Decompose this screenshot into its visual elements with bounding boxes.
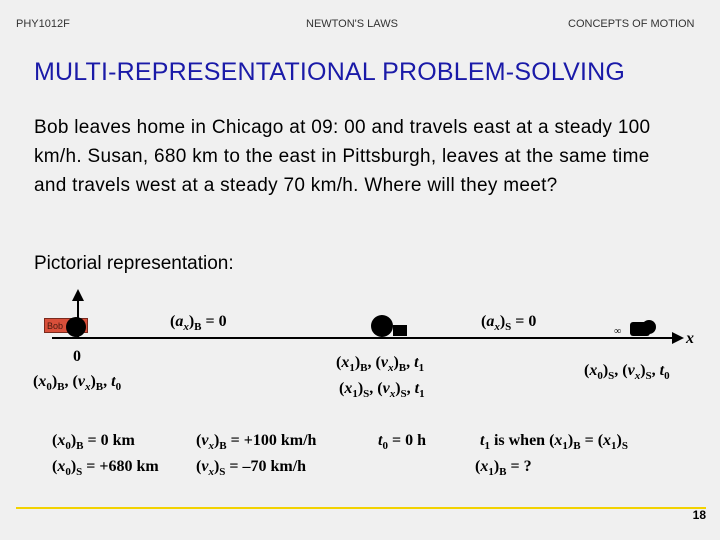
accel-bob: $(a_x)_B = 0$	[170, 313, 227, 334]
susan-start-vars: $(x_0)_S$, $(v_x)_S$, $t_0$	[584, 362, 670, 383]
bob-car-label: Bob	[47, 321, 64, 331]
pictorial-label: Pictorial representation:	[34, 253, 234, 274]
susan-hook-icon: ∞	[614, 326, 622, 337]
page-number: 18	[692, 508, 706, 522]
x-axis-arrow	[672, 332, 684, 344]
problem-text: Bob leaves home in Chicago at 09: 00 and travels east at a steady 100 km/h. Susan, 680 km to the east in Pittsburgh, leaves at the same time and travels west at a steady 70 km/h. Where will they meet?	[34, 117, 651, 196]
footer-rule	[16, 507, 706, 509]
accel-susan: $(a_x)_S = 0$	[481, 313, 537, 334]
known-x0S: $(x_0)_S = +680$ km	[52, 458, 159, 479]
header-topic: NEWTON'S LAWS	[306, 18, 398, 30]
susan-meet-vars: $(x_1)_S$, $(v_x)_S$, $t_1$	[339, 380, 425, 401]
find-x1B: $(x_1)_B$ = ?	[475, 458, 532, 479]
known-t1-condition: $t_1$ is when $(x_1)_B = (x_1)_S$	[480, 432, 628, 453]
bob-start-vars: $(x_0)_B$, $(v_x)_B$, $t_0$	[33, 373, 122, 394]
known-vxS: $(v_x)_S = -70$ km/h	[196, 458, 307, 479]
bob-meet-vars: $(x_1)_B$, $(v_x)_B$, $t_1$	[336, 354, 425, 375]
slide-title: MULTI-REPRESENTATIONAL PROBLEM-SOLVING	[34, 58, 626, 86]
meeting-block	[393, 325, 407, 336]
bob-ball	[66, 317, 86, 337]
susan-wheel	[642, 320, 656, 334]
header-section: CONCEPTS OF MOTION	[568, 18, 695, 30]
course-code: PHY1012F	[16, 18, 70, 30]
x-axis-line	[52, 337, 674, 339]
known-x0B: $(x_0)_B = 0$ km	[52, 432, 135, 453]
known-vxB: $(v_x)_B = +100$ km/h	[196, 432, 317, 453]
x-axis-label: x	[686, 330, 694, 347]
origin-marker-arrow	[72, 289, 84, 301]
known-t0: $t_0 = 0$ h	[378, 432, 426, 453]
meeting-ball	[371, 315, 393, 337]
origin-value: 0	[73, 348, 81, 365]
